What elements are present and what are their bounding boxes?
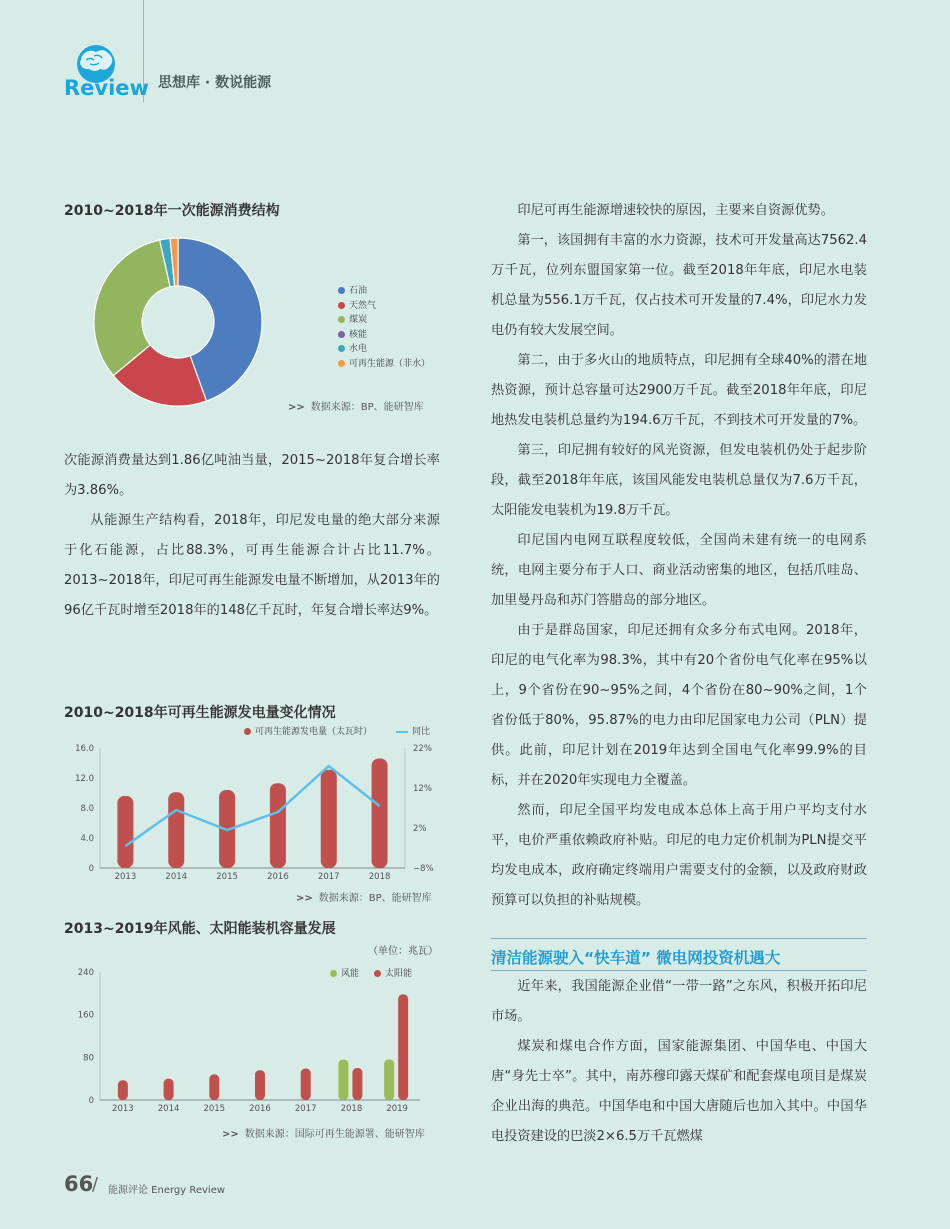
wind-chart-title: 2013~2019年风能、太阳能装机容量发展	[64, 921, 336, 937]
y-tick-label: 240	[77, 968, 94, 978]
y2-tick-label: 12%	[413, 784, 432, 794]
pie-chart-title: 2010~2018年一次能源消费结构	[64, 203, 280, 219]
wind-source: >> 数据来源：国际可再生能源署、能研智库	[222, 1129, 425, 1140]
x-tick-label: 2015	[203, 1104, 226, 1114]
solar-bar	[255, 1070, 265, 1100]
x-tick-label: 2016	[249, 1104, 271, 1114]
renew-legend-bar: 可再生能源发电量（太瓦时）	[244, 724, 372, 737]
wind-bar	[338, 1059, 348, 1100]
right-text-bottom	[491, 972, 867, 1152]
page-number: 66	[64, 1172, 94, 1196]
y-tick-label: 8.0	[80, 804, 94, 814]
solar-bar	[118, 1080, 128, 1100]
pie-legend-item: 水电	[338, 341, 367, 354]
solar-bar	[164, 1079, 174, 1100]
x-tick-label: 2019	[386, 1104, 408, 1114]
right-paragraph-9: 煤炭和煤电合作方面，国家能源集团、中国华电、中国大唐“身先士卒”。其中，南苏穆印露天煤矿和配套煤电项目是煤炭企业出海的典范。中国华电和中国大唐随后也加入其中。中国华电投资建设的巴淡2×6.5万千瓦燃煤	[491, 1039, 867, 1144]
renew-bar	[321, 770, 337, 868]
y-tick-label: 0	[88, 1096, 94, 1106]
solar-bar	[398, 994, 408, 1100]
section-heading: 清洁能源驶入“快车道” 微电网投资机遇大	[491, 949, 781, 967]
y2-tick-label: 2%	[413, 824, 427, 834]
x-tick-label: 2016	[267, 872, 289, 882]
solar-bar	[301, 1069, 311, 1100]
right-paragraph-2: 第一，该国拥有丰富的水力资源，技术可开发量高达7562.4万千瓦，位列东盟国家第一位。截至2018年年底，印尼水电装机总量为556.1万千瓦，仅占技术可开发量的7.4%，印尼水力发电仍有较大发展空间。	[491, 233, 867, 338]
x-tick-label: 2013	[112, 1104, 134, 1114]
x-tick-label: 2013	[114, 872, 137, 882]
right-paragraph-6: 由于是群岛国家，印尼还拥有众多分布式电网。2018年，印尼的电气化率为98.3%，其中有20个省份电气化率在95%以上，9个省份在90~95%之间，4个省份在80~90%之间，1个省份低于80%，95.87%的电力由印尼国家电力公司（PLN）提供。此前，印尼计划在2019年达到全国电气化率99.9%的目标，并在2020年实现电力全覆盖。	[491, 623, 867, 788]
left-text	[64, 446, 440, 626]
y-tick-label: 160	[77, 1010, 94, 1021]
x-tick-label: 2015	[216, 872, 238, 882]
wind-chart	[60, 962, 450, 1118]
wind-bar	[384, 1059, 394, 1100]
section-rule-bottom	[491, 970, 867, 971]
pie-source: >> 数据来源：BP、能研智库	[288, 402, 424, 413]
solar-bar	[209, 1074, 219, 1100]
x-tick-label: 2017	[317, 872, 340, 882]
renew-bar	[117, 796, 133, 868]
y-tick-label: 80	[83, 1053, 94, 1064]
right-paragraph-4: 第三，印尼拥有较好的风光资源，但发电装机仍处于起步阶段，截至2018年年底，该国风能发电装机总量仅为7.6万千瓦，太阳能发电装机为19.8万千瓦。	[491, 443, 867, 518]
right-text-top	[491, 196, 867, 916]
left-paragraph-2: 从能源生产结构看，2018年，印尼发电量的绝大部分来源于化石能源，占比88.3%，可再生能源合计占比11.7%。2013~2018年，印尼可再生能源发电量不断增加，从2013年的96亿千瓦时增至2018年的148亿千瓦时，年复合增长率达9%。	[64, 513, 440, 618]
renew-source: >> 数据来源：BP、能研智库	[296, 893, 432, 904]
renew-bar	[168, 792, 184, 868]
solar-bar	[352, 1068, 362, 1100]
wind-legend-solar: 太阳能	[374, 966, 412, 979]
right-paragraph-5: 印尼国内电网互联程度较低，全国尚未建有统一的电网系统，电网主要分布于人口、商业活动密集的地区，包括爪哇岛、加里曼丹岛和苏门答腊岛的部分地区。	[491, 533, 867, 608]
renew-chart	[60, 738, 450, 884]
renew-chart-title: 2010~2018年可再生能源发电量变化情况	[64, 705, 336, 721]
right-paragraph-3: 第二，由于多火山的地质特点，印尼拥有全球40%的潜在地热资源，预计总容量可达2900万千瓦。截至2018年年底，印尼地热发电装机总量约为194.6万千瓦，不到技术可开发量的7%。	[491, 353, 867, 428]
logo-text: Review	[64, 76, 149, 100]
right-paragraph-8: 近年来，我国能源企业借“一带一路”之东风，积极开拓印尼市场。	[491, 979, 867, 1024]
y2-tick-label: −8%	[413, 864, 434, 874]
pie-legend-item: 天然气	[338, 298, 376, 311]
pie-legend-item: 核能	[338, 327, 367, 340]
section-rule-top	[491, 938, 867, 939]
x-tick-label: 2018	[368, 872, 391, 882]
footer-slash: /	[92, 1174, 99, 1195]
right-paragraph-1: 印尼可再生能源增速较快的原因，主要来自资源优势。	[517, 203, 834, 218]
x-tick-label: 2018	[340, 1104, 363, 1114]
left-paragraph-1: 次能源消费量达到1.86亿吨油当量，2015~2018年复合增长率为3.86%。	[64, 453, 440, 498]
right-paragraph-7: 然而，印尼全国平均发电成本总体上高于用户平均支付水平，电价严重依赖政府补贴。印尼的电力定价机制为PLN提交平均发电成本，政府确定终端用户需要支付的金额，以及政府财政预算可以负担的补贴规模。	[491, 803, 867, 908]
y-tick-label: 0	[88, 864, 94, 874]
renew-bar	[372, 759, 388, 869]
x-tick-label: 2014	[165, 872, 188, 882]
wind-chart-unit: （单位：兆瓦）	[368, 946, 438, 957]
magazine-name: 能源评论 Energy Review	[108, 1185, 226, 1196]
y2-tick-label: 22%	[413, 744, 432, 754]
y-tick-label: 12.0	[75, 774, 94, 784]
wind-legend-wind: 风能	[330, 966, 359, 979]
section-header-title: 思想库 · 数说能源	[158, 75, 272, 91]
pie-legend-item: 可再生能源（非水）	[338, 356, 430, 369]
renew-legend-line: 同比	[396, 724, 430, 737]
y-tick-label: 4.0	[80, 834, 94, 844]
pie-legend-item: 石油	[338, 283, 367, 296]
y-tick-label: 16.0	[75, 744, 94, 754]
pie-legend-item: 煤炭	[338, 312, 367, 325]
pie-chart	[86, 232, 271, 412]
x-tick-label: 2014	[157, 1104, 180, 1114]
yoy-line	[125, 766, 379, 846]
x-tick-label: 2017	[294, 1104, 317, 1114]
renew-bar	[270, 783, 286, 868]
